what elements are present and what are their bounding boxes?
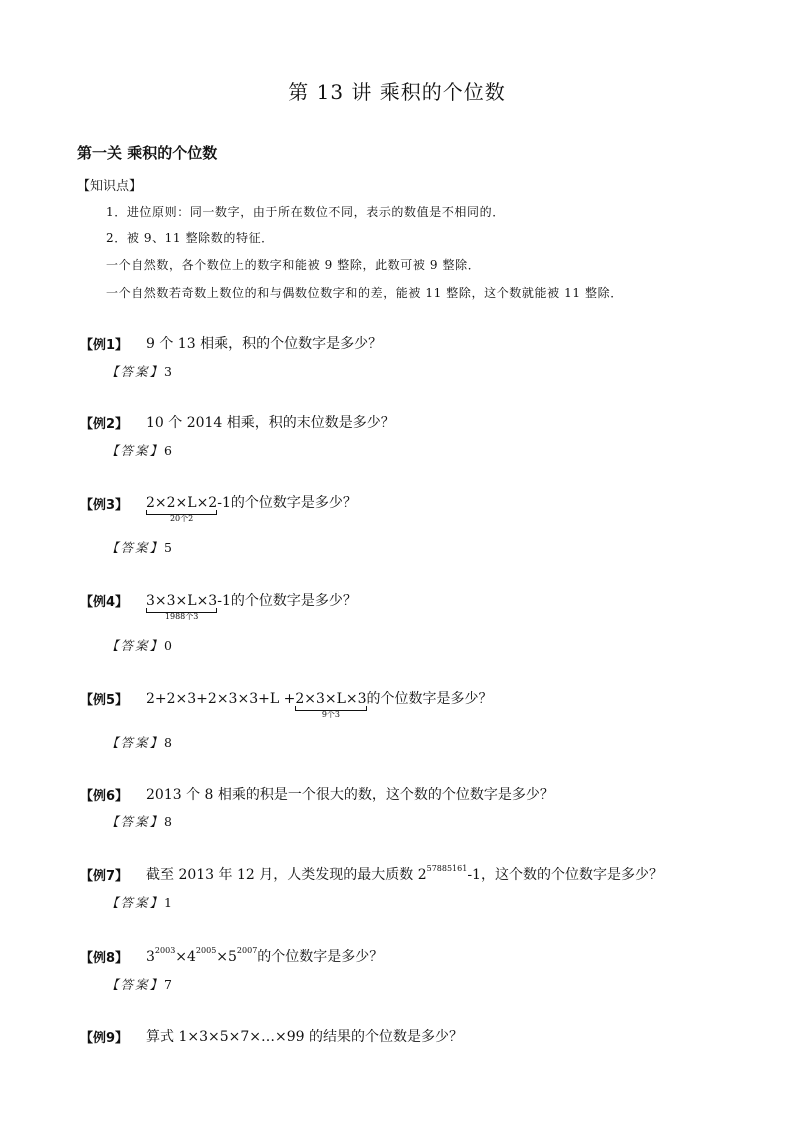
example-1-label: 【例1】 <box>80 338 129 353</box>
example-6-answer <box>106 812 172 830</box>
example-6-label: 【例6】 <box>80 789 129 804</box>
answer-value: 5 <box>164 540 172 555</box>
exponent-1: 2003 <box>154 946 176 956</box>
underbrace-label: 9个3 <box>321 710 341 719</box>
knowledge-point-2: 2．被 9、11 整除数的特征． <box>106 231 274 245</box>
example-3-question <box>146 492 357 523</box>
underbrace-label: 20个2 <box>169 514 194 523</box>
product-expression: 2×3×L×3 <box>295 691 367 707</box>
underbrace-expression <box>146 495 218 523</box>
answer-value: 0 <box>164 638 172 653</box>
example-3-answer <box>106 538 172 556</box>
example-7-answer <box>106 893 172 911</box>
answer-label: 【答案】 <box>106 364 165 379</box>
question-part-2: -1，这个数的个位数字是多少？ <box>467 867 663 883</box>
base-2: ×4 <box>175 949 196 965</box>
example-8-label: 【例8】 <box>80 951 129 966</box>
knowledge-point-1: 1．进位原则：同一数字，由于所在数位不同，表示的数值是不相同的． <box>106 205 505 219</box>
example-7-question <box>146 864 663 884</box>
answer-label: 【答案】 <box>106 977 165 992</box>
exponent: 57885161 <box>426 864 468 874</box>
question-tail: -1的个位数字是多少？ <box>217 495 357 511</box>
example-6-question: 2013 个 8 相乘的积是一个很大的数，这个数的个位数字是多少？ <box>146 787 554 803</box>
example-5-answer <box>106 733 172 751</box>
base-3: ×5 <box>216 949 237 965</box>
exponent-2: 2005 <box>195 946 217 956</box>
example-7-label: 【例7】 <box>80 869 129 884</box>
answer-label: 【答案】 <box>106 638 165 653</box>
question-tail: -1的个位数字是多少？ <box>217 593 357 609</box>
example-4-question <box>146 590 357 621</box>
underbrace-expression <box>295 691 367 719</box>
answer-value: 8 <box>164 814 172 829</box>
product-expression: 3×3×L×3 <box>146 593 218 609</box>
knowledge-heading: 【知识点】 <box>77 179 143 194</box>
example-2-label: 【例2】 <box>80 417 129 432</box>
example-2-question: 10 个 2014 相乘，积的末位数是多少？ <box>146 415 395 431</box>
example-3-label: 【例3】 <box>80 498 129 513</box>
answer-label: 【答案】 <box>106 895 165 910</box>
underbrace-label: 1988个3 <box>164 612 199 621</box>
example-8-answer <box>106 975 172 993</box>
product-expression: 2×2×L×2 <box>146 495 218 511</box>
answer-value: 6 <box>164 443 172 458</box>
answer-value: 3 <box>164 364 172 379</box>
page-title: 第 13 讲 乘积的个位数 <box>288 80 506 104</box>
example-9-label: 【例9】 <box>80 1031 129 1046</box>
question-tail: 的个位数字是多少？ <box>366 691 493 707</box>
example-5-question <box>146 688 493 719</box>
section-heading: 第一关 乘积的个位数 <box>77 144 218 162</box>
knowledge-point-3: 一个自然数，各个数位上的数字和能被 9 整除，此数可被 9 整除． <box>106 258 481 272</box>
question-part-1: 截至 2013 年 12 月，人类发现的最大质数 2 <box>146 867 427 883</box>
answer-value: 1 <box>164 895 172 910</box>
answer-value: 8 <box>164 735 172 750</box>
answer-label: 【答案】 <box>106 443 165 458</box>
underbrace-expression <box>146 593 218 621</box>
question-tail: 的个位数字是多少？ <box>257 949 384 965</box>
exponent-3: 2007 <box>236 946 258 956</box>
sum-head: 2+2×3+2×3×3+L + <box>146 691 296 707</box>
base-1: 3 <box>146 949 155 965</box>
answer-label: 【答案】 <box>106 540 165 555</box>
example-9-question: 算式 1×3×5×7×…×99 的结果的个位数是多少？ <box>146 1029 463 1045</box>
example-2-answer <box>106 441 172 459</box>
answer-label: 【答案】 <box>106 735 165 750</box>
example-4-answer <box>106 636 172 654</box>
knowledge-point-4: 一个自然数若奇数上数位的和与偶数位数字和的差，能被 11 整除，这个数就能被 11 整除． <box>106 286 623 300</box>
example-4-label: 【例4】 <box>80 595 129 610</box>
example-8-question <box>146 946 383 966</box>
example-1-answer <box>106 362 172 380</box>
answer-label: 【答案】 <box>106 814 165 829</box>
answer-value: 7 <box>164 977 172 992</box>
example-5-label: 【例5】 <box>80 693 129 708</box>
example-1-question: 9 个 13 相乘，积的个位数字是多少？ <box>146 336 383 352</box>
